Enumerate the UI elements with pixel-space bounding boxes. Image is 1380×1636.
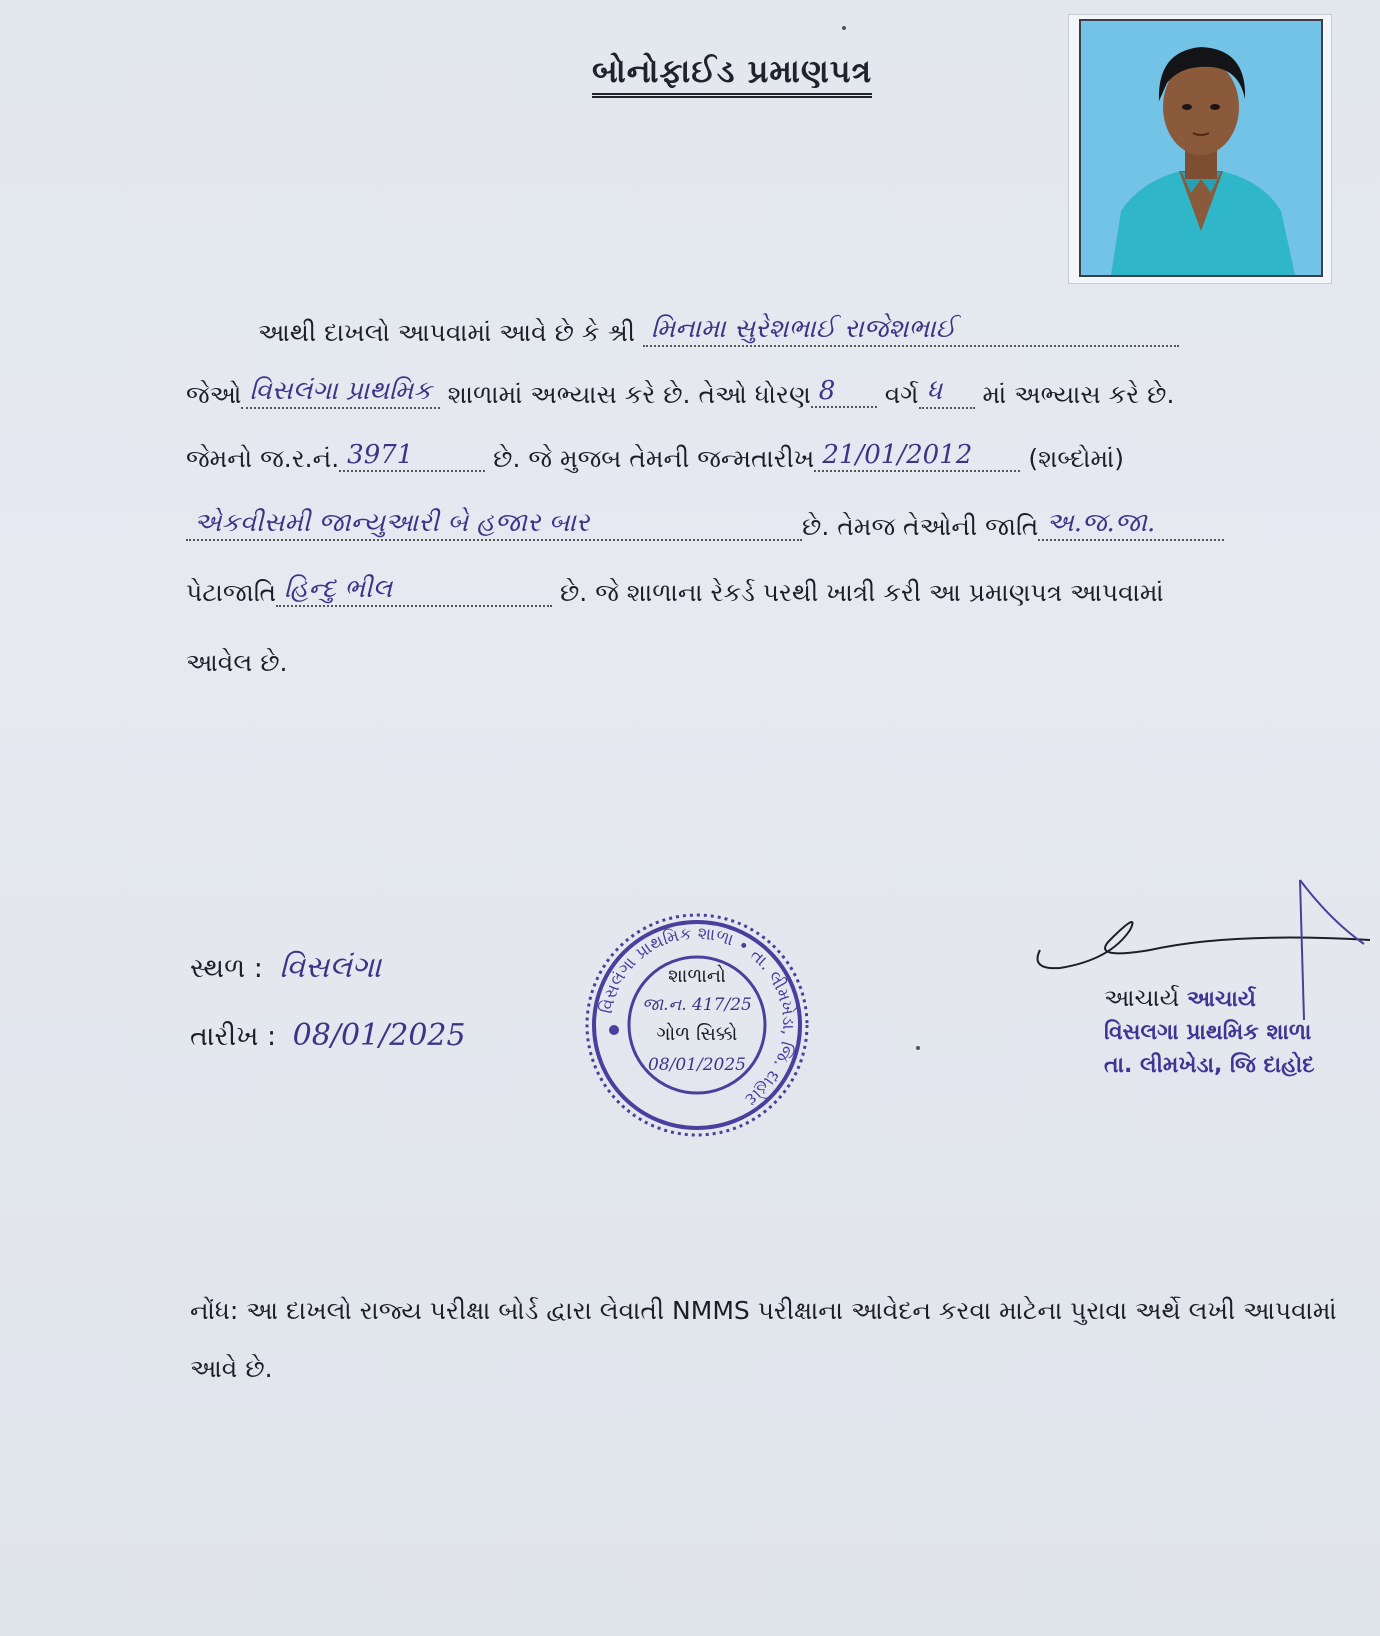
principal-address: તા. લીમખેડા, જિ દાહોદ: [1104, 1053, 1315, 1078]
gr-number: 3971: [339, 440, 485, 472]
date-row: [190, 1018, 466, 1053]
principal-title-row: [1104, 984, 1315, 1012]
certificate-line-3: [186, 440, 1356, 484]
seal-date: 08/01/2025: [648, 1055, 746, 1075]
line3-suffix: (શબ્દોમાં): [1028, 444, 1125, 473]
principal-school: વિસલગા પ્રાથમિક શાળા: [1104, 1020, 1312, 1045]
school-round-seal: [582, 910, 812, 1140]
place-row: [190, 950, 381, 985]
school-name: વિસલંગા પ્રાથમિક: [241, 376, 439, 409]
line5-prefix: પેટાજાતિ: [186, 578, 277, 607]
line2-suffix: માં અભ્યાસ કરે છે.: [982, 380, 1175, 409]
place-label: સ્થળ :: [190, 953, 263, 984]
paper-speck: [842, 26, 846, 30]
seal-register-number: જા.ન. 417/25: [642, 995, 752, 1015]
line2-mid1: શાળામાં અભ્યાસ કરે છે. તેઓ ધોરણ: [447, 380, 811, 409]
class-value: ધ: [919, 376, 975, 409]
seal-label: ગોળ સિક્કો: [656, 1023, 738, 1045]
birth-date: 21/01/2012: [814, 440, 1020, 472]
student-name: મિનામા સુરેશભાઈ રાજેશભાઈ: [643, 314, 1179, 347]
principal-handwritten-title: આચાર્ય: [1104, 984, 1180, 1012]
certificate-title: બોનોફાઈડ પ્રમાણપત્ર: [592, 52, 872, 98]
student-photo-frame: [1068, 14, 1332, 284]
paper-speck: [916, 1046, 920, 1050]
line3-mid: છે. જે મુજબ તેમની જન્મતારીખ: [493, 444, 815, 473]
student-photo: [1079, 19, 1323, 277]
place-value: વિસલંગા: [279, 950, 382, 985]
caste-value: અ.જ.જા.: [1038, 508, 1224, 541]
certificate-line-6: આવેલ છે.: [186, 648, 288, 677]
sub-caste-value: હિન્દુ ભીલ: [276, 574, 552, 607]
certificate-line-5: [186, 574, 1356, 618]
student-portrait-image: [1081, 21, 1321, 275]
line1-prefix: આથી દાખલો આપવામાં આવે છે કે શ્રી: [258, 318, 635, 347]
certificate-line-2: [186, 376, 1356, 420]
birth-date-words: એકવીસમી જાન્યુઆરી બે હજાર બાર: [186, 508, 802, 541]
seal-center-label: શાળાનો: [668, 965, 726, 987]
certificate-line-4: [186, 508, 1356, 552]
line5-suffix: છે. જે શાળાના રેકર્ડ પરથી ખાત્રી કરી આ પ્રમાણપત્ર આપવામાં: [559, 578, 1164, 607]
seal-ring-text: વિસલંગા પ્રાથમિક શાળા • તા. લીમખેડા, જિ. દાહોદ: [596, 923, 799, 1110]
certificate-note: નોંધ: આ દાખલો રાજ્ય પરીક્ષા બોર્ડ દ્વારા લેવાતી NMMS પરીક્ષાના આવેદન કરવા માટેના પુરાવા અર્થે લખી આપવામાં આવે છે.: [190, 1296, 1337, 1383]
certificate-line-1: [186, 314, 1356, 358]
principal-stamp-title: આચાર્ય: [1186, 987, 1256, 1012]
line2-mid2: વર્ગ: [884, 380, 919, 409]
date-value: 08/01/2025: [292, 1018, 466, 1053]
date-label: તારીખ :: [190, 1021, 277, 1052]
line4-mid: છે. તેમજ તેઓની જાતિ: [802, 512, 1039, 541]
line2-prefix: જેઓ: [186, 380, 242, 409]
standard-value: 8: [811, 376, 877, 408]
principal-stamp-block: [1104, 984, 1315, 1086]
line3-prefix: જેમનો જ.ર.નં.: [186, 444, 340, 473]
